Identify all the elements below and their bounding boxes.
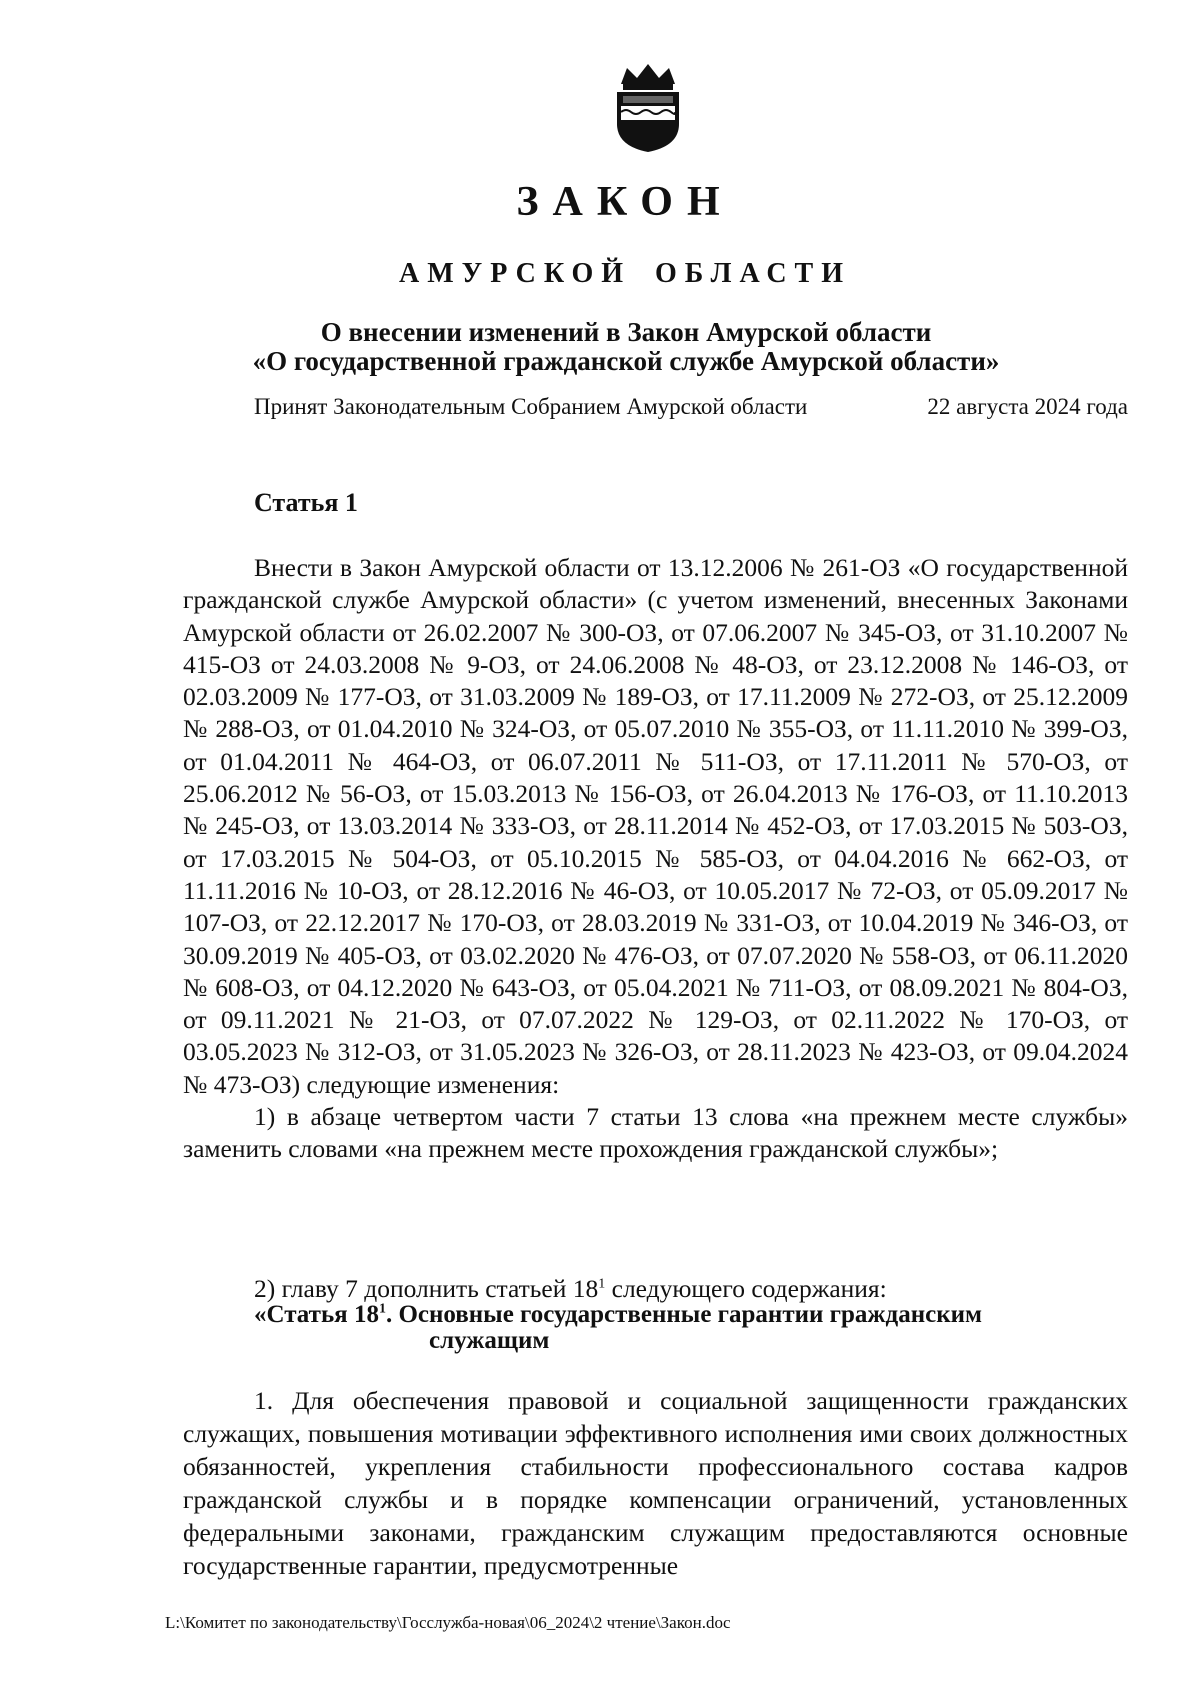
article-heading: Статья 1 (254, 488, 358, 517)
subject-line-2: «О государственной гражданской службе Амурской области» (252, 346, 1000, 376)
region-title (0, 258, 1200, 290)
subject-line-1: О внесении изменений в Закон Амурской области (320, 317, 932, 347)
law-subject (0, 318, 1200, 376)
region-word-1: АМУРСКОЙ (399, 258, 632, 289)
adoption-date: 22 августа 2024 года (927, 394, 1128, 419)
adopted-by: Принят Законодательным Собранием Амурской области (254, 394, 808, 419)
item-1: 1) в абзаце четвертом части 7 статьи 13 слова «на прежнем месте службы» заменить словами «на прежнем месте прохождения гражданской службы»; (183, 1102, 1128, 1164)
coat-of-arms-icon (609, 62, 687, 154)
region-word-2: ОБЛАСТИ (655, 258, 851, 289)
file-path-footer: L:\Комитет по законодательству\Госслужба-новая\06_2024\2 чтение\Закон.doc (165, 1613, 731, 1632)
item-2-text-before: 2) главу 7 дополнить статьей 18 (254, 1274, 599, 1303)
item-2-text-after: следующего содержания: (605, 1274, 887, 1303)
point-1: 1. Для обеспечения правовой и социальной защищенности гражданских служащих, повышения мотивации эффективного исполнения ими своих должностных обязанностей, укрепления стабильности профессионального состава кадров гражданской службы и в порядке компенсации ограничений, установленных федеральными законами, гражданским служащим предоставляются основные государственные гарантии, предусмотренные (183, 1386, 1128, 1580)
item-2 (254, 1274, 887, 1304)
new-article-prefix: «Статья 18 (254, 1301, 379, 1328)
new-article-body (183, 1384, 1128, 1582)
new-article-title-line-2: служащим (429, 1327, 550, 1354)
article-body (183, 552, 1128, 1166)
new-article-heading (254, 1302, 1114, 1354)
document-type-title: ЗАКОН (516, 179, 734, 225)
intro-paragraph: Внести в Закон Амурской области от 13.12.2006 № 261-ОЗ «О государственной гражданской службе Амурской области» (с учетом изменений, внесенных Законами Амурской области от 26.02.2007 № 300-ОЗ, от 07.06.2007 № 345-ОЗ, от 31.10.2007 № 415-ОЗ от 24.03.2008 № 9-ОЗ, от 24.06.2008 № 48-ОЗ, от 23.12.2008 № 146-ОЗ, от 02.03.2009 № 177-ОЗ, от 31.03.2009 № 189-ОЗ, от 17.11.2009 № 272-ОЗ, от 25.12.2009 № 288-ОЗ, от 01.04.2010 № 324-ОЗ, от 05.07.2010 № 355-ОЗ, от 11.11.2010 № 399-ОЗ, от 01.04.2011 № 464-ОЗ, от 06.07.2011 № 511-ОЗ, от 17.11.2011 № 570-ОЗ, от 25.06.2012 № 56-ОЗ, от 15.03.2013 № 156-ОЗ, от 26.04.2013 № 176-ОЗ, от 11.10.2013 № 245-ОЗ, от 13.03.2014 № 333-ОЗ, от 28.11.2014 № 452-ОЗ, от 17.03.2015 № 503-ОЗ, от 17.03.2015 № 504-ОЗ, от 05.10.2015 № 585-ОЗ, от 04.04.2016 № 662-ОЗ, от 11.11.2016 № 10-ОЗ, от 28.12.2016 № 46-ОЗ, от 10.05.2017 № 72-ОЗ, от 05.09.2017 № 107-ОЗ, от 22.12.2017 № 170-ОЗ, от 28.03.2019 № 331-ОЗ, от 10.04.2019 № 346-ОЗ, от 30.09.2019 № 405-ОЗ, от 03.02.2020 № 476-ОЗ, от 07.07.2020 № 558-ОЗ, от 06.11.2020 № 608-ОЗ, от 04.12.2020 № 643-ОЗ, от 05.04.2021 № 711-ОЗ, от 08.09.2021 № 804-ОЗ, от 09.11.2021 № 21-ОЗ, от 07.07.2022 № 129-ОЗ, от 02.11.2022 № 170-ОЗ, от 03.05.2023 № 312-ОЗ, от 31.05.2023 № 326-ОЗ, от 28.11.2023 № 423-ОЗ, от 09.04.2024 № 473-ОЗ) следующие изменения: (183, 553, 1128, 1099)
new-article-title-line-1: . Основные государственные гарантии гражданским (385, 1301, 983, 1328)
adoption-line (254, 394, 1128, 420)
item-2-superscript: 1 (598, 1276, 606, 1292)
new-article-superscript: 1 (378, 1301, 386, 1317)
